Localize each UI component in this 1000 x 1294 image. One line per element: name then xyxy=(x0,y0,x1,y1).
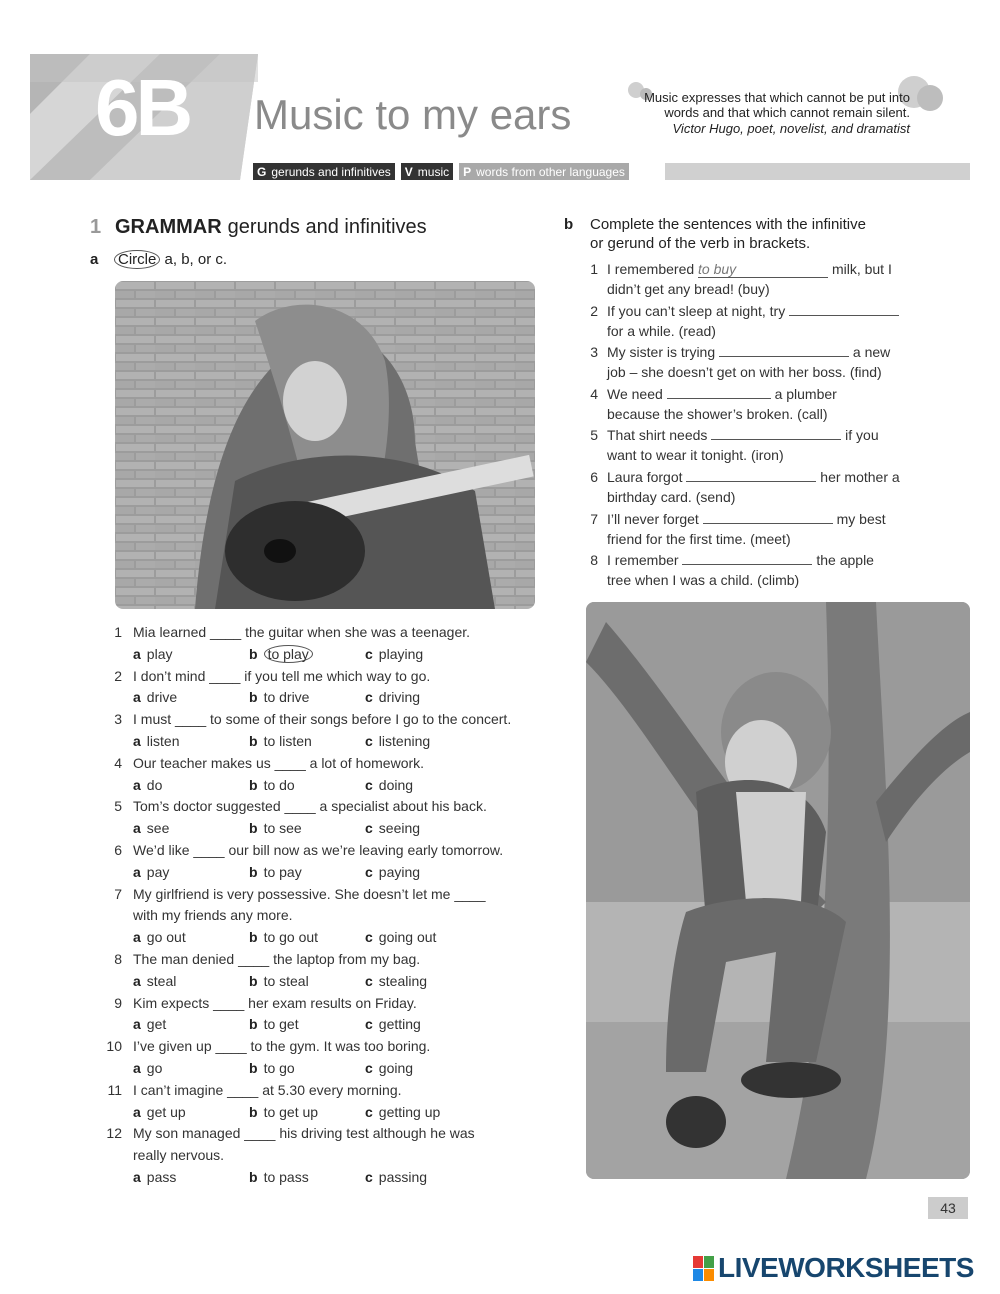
part-b-letter: b xyxy=(564,216,574,233)
answer-blank[interactable] xyxy=(667,386,771,399)
option-letter: b xyxy=(249,863,258,880)
option-a[interactable] xyxy=(133,777,162,793)
option-b[interactable] xyxy=(249,733,312,749)
option-c[interactable] xyxy=(365,864,420,880)
option-text: listening xyxy=(378,733,431,749)
sentence-line-1 xyxy=(607,469,900,485)
sentence-line-1 xyxy=(607,344,890,360)
quote-text-line-1: Music expresses that which cannot be put into xyxy=(644,90,910,105)
question-text: I’ve given up ____ to the gym. It was too boring. xyxy=(133,1038,431,1055)
question-text: My girlfriend is very possessive. She doesn’t let me ____ xyxy=(133,885,486,902)
option-letter: c xyxy=(365,1103,373,1120)
example-answer: to buy xyxy=(698,261,737,277)
option-text: play xyxy=(146,645,173,662)
option-b[interactable] xyxy=(249,864,302,880)
quote-author: Victor Hugo, poet, novelist, and dramatist xyxy=(672,121,910,136)
option-letter: b xyxy=(249,776,258,793)
option-text: do xyxy=(146,776,163,793)
option-c[interactable] xyxy=(365,973,427,989)
sentence-line-2: because the shower’s broken. (call) xyxy=(607,405,828,422)
option-a[interactable] xyxy=(133,689,177,705)
option-c[interactable] xyxy=(365,820,420,836)
sentence-start: I remember xyxy=(607,552,679,569)
sentence-start: We need xyxy=(607,385,663,402)
sentence-end: a plumber xyxy=(774,385,837,402)
sentence-end: the apple xyxy=(816,552,874,569)
sentence-line-1 xyxy=(607,511,886,527)
answer-blank[interactable] xyxy=(703,511,833,524)
lesson-title: Music to my ears xyxy=(254,91,572,138)
option-text: to get xyxy=(263,1016,299,1033)
question-number: 2 xyxy=(114,667,122,684)
option-a[interactable] xyxy=(133,1060,162,1076)
option-letter: c xyxy=(365,929,373,946)
option-text: get up xyxy=(146,1103,186,1120)
option-letter: b xyxy=(249,1169,258,1185)
question-number: 7 xyxy=(114,885,122,902)
option-letter: a xyxy=(133,733,141,749)
sentence-number: 1 xyxy=(590,261,598,277)
option-text: to drive xyxy=(263,689,310,706)
answer-blank[interactable] xyxy=(711,427,841,440)
option-letter: b xyxy=(249,1016,258,1033)
part-a-letter: a xyxy=(90,251,99,268)
option-b[interactable] xyxy=(249,1060,295,1076)
section-title: GRAMMAR gerunds and infinitives xyxy=(115,216,427,238)
quote-text-line-2: words and that which cannot remain silent. xyxy=(664,105,910,120)
option-a[interactable] xyxy=(133,820,169,836)
option-letter: b xyxy=(249,929,258,946)
sentence-end: her mother a xyxy=(820,469,900,485)
option-letter: b xyxy=(249,1060,258,1076)
option-letter: b xyxy=(249,689,258,706)
option-b[interactable] xyxy=(249,820,302,836)
tag-grammar: G gerunds and infinitives xyxy=(253,163,395,180)
option-text: see xyxy=(146,820,170,837)
sentence-line-2: want to wear it tonight. (iron) xyxy=(607,447,784,464)
option-c[interactable] xyxy=(365,1104,440,1120)
sentence-start: I remembered xyxy=(607,261,695,277)
part-a-instruction: Circle a, b, or c. xyxy=(114,251,227,268)
option-c[interactable] xyxy=(365,733,430,749)
question-text: The man denied ____ the laptop from my bag. xyxy=(133,951,421,967)
sentence-start: If you can’t sleep at night, try xyxy=(607,302,786,319)
question-text: I can’t imagine ____ at 5.30 every morning. xyxy=(133,1081,402,1098)
option-b[interactable] xyxy=(249,777,295,793)
question-number: 9 xyxy=(114,994,122,1011)
sentence-number: 3 xyxy=(590,344,598,361)
sentence-end: milk, but I xyxy=(831,261,892,277)
option-a[interactable] xyxy=(133,733,179,749)
sentence-line-2: friend for the first time. (meet) xyxy=(607,530,791,547)
option-letter: c xyxy=(365,1060,373,1076)
option-b[interactable] xyxy=(249,973,309,989)
question-number: 3 xyxy=(114,711,122,728)
option-c[interactable] xyxy=(365,929,436,945)
option-text: paying xyxy=(378,863,421,880)
option-text: pass xyxy=(146,1169,177,1185)
sentence-line-1 xyxy=(607,552,874,568)
question-text: I must ____ to some of their songs before I go to the concert. xyxy=(133,711,512,728)
topic-tags xyxy=(253,163,629,180)
option-text: going xyxy=(378,1060,414,1076)
sentence-line-2: birthday card. (send) xyxy=(607,489,736,505)
answer-blank[interactable] xyxy=(682,552,812,565)
option-text: to go xyxy=(263,1060,295,1076)
option-letter: c xyxy=(365,1169,373,1185)
option-b[interactable] xyxy=(249,1016,299,1032)
sentence-start: My sister is trying xyxy=(607,344,716,361)
option-a[interactable] xyxy=(133,1016,166,1032)
part-b-instruction-line-2: or gerund of the verb in brackets. xyxy=(590,235,811,252)
sentence-number: 2 xyxy=(590,302,598,319)
option-text: to play xyxy=(264,645,313,663)
question-text: My son managed ____ his driving test although he was xyxy=(133,1125,475,1142)
option-letter: c xyxy=(365,972,373,989)
sentence-number: 8 xyxy=(590,552,598,569)
option-text: get xyxy=(146,1016,167,1033)
page-number: 43 xyxy=(928,1197,968,1219)
option-letter: b xyxy=(249,1103,258,1120)
option-letter: a xyxy=(133,972,141,989)
sentence-line-2: for a while. (read) xyxy=(607,322,716,339)
option-b[interactable] xyxy=(249,929,318,945)
question-text: We’d like ____ our bill now as we’re leaving early tomorrow. xyxy=(133,842,504,858)
tag-bar-fill xyxy=(665,163,970,180)
option-text: driving xyxy=(378,689,421,706)
option-b[interactable] xyxy=(249,689,309,705)
option-text: to listen xyxy=(263,733,312,749)
question-number: 8 xyxy=(114,951,122,967)
sentence-line-1 xyxy=(607,261,892,278)
option-letter: a xyxy=(133,863,141,880)
option-a[interactable] xyxy=(133,1104,186,1120)
option-letter: a xyxy=(133,776,141,793)
option-text: getting up xyxy=(378,1103,441,1120)
option-a[interactable] xyxy=(133,973,176,989)
answer-blank[interactable] xyxy=(698,261,828,278)
sentence-end: a new xyxy=(852,344,891,361)
sentence-end: my best xyxy=(836,510,886,527)
option-letter: a xyxy=(133,1016,141,1033)
option-letter: a xyxy=(133,820,141,837)
option-a[interactable] xyxy=(133,1169,176,1185)
option-text: to pay xyxy=(263,863,302,880)
question-text: Our teacher makes us ____ a lot of homework. xyxy=(133,754,425,771)
liveworksheets-logo-icon xyxy=(693,1256,715,1282)
sentence-start: I’ll never forget xyxy=(607,510,699,527)
sentence-start: Laura forgot xyxy=(607,469,683,485)
section-number: 1 xyxy=(90,216,102,238)
option-letter: a xyxy=(133,645,141,662)
option-letter: a xyxy=(133,689,141,706)
option-text: pay xyxy=(146,863,170,880)
question-number: 6 xyxy=(114,842,122,858)
option-c[interactable] xyxy=(365,689,420,705)
option-text: getting xyxy=(378,1016,421,1033)
option-letter: c xyxy=(365,733,373,749)
option-c[interactable] xyxy=(365,1016,421,1032)
girl-playing-guitar-photo xyxy=(115,281,535,609)
boy-climbing-tree-photo xyxy=(586,602,970,1179)
option-letter: c xyxy=(365,776,373,793)
liveworksheets-brand: LIVEWORKSHEETS xyxy=(718,1252,974,1283)
option-letter: c xyxy=(365,820,373,837)
option-text: playing xyxy=(378,645,424,662)
option-letter: a xyxy=(133,1169,141,1185)
sentence-number: 7 xyxy=(590,510,598,527)
part-b-instruction-line-1: Complete the sentences with the infinitive xyxy=(590,216,866,233)
option-letter: b xyxy=(249,820,258,837)
option-text: steal xyxy=(146,972,177,989)
option-letter: b xyxy=(249,645,258,662)
option-text: doing xyxy=(378,776,414,793)
option-letter: b xyxy=(249,972,258,989)
option-text: to go out xyxy=(263,929,319,946)
tag-pronunciation: P words from other languages xyxy=(459,163,629,180)
sentence-line-2: didn’t get any bread! (buy) xyxy=(607,281,770,297)
option-text: to steal xyxy=(263,972,309,989)
sentence-number: 5 xyxy=(590,427,598,444)
option-text: to pass xyxy=(263,1169,309,1185)
sentence-line-1 xyxy=(607,303,899,319)
option-text: go out xyxy=(146,929,186,946)
option-c[interactable] xyxy=(365,777,413,793)
answer-blank[interactable] xyxy=(686,469,816,482)
question-number: 11 xyxy=(107,1081,122,1098)
question-text: Tom’s doctor suggested ____ a specialist about his back. xyxy=(133,798,487,815)
sentence-line-2: tree when I was a child. (climb) xyxy=(607,572,800,589)
option-b[interactable] xyxy=(249,1104,318,1120)
question-number: 5 xyxy=(114,798,122,815)
tag-vocabulary: V music xyxy=(401,163,453,180)
option-text: seeing xyxy=(378,820,421,837)
sentence-line-2: job – she doesn’t get on with her boss. (find) xyxy=(607,364,882,381)
option-text: listen xyxy=(146,733,180,749)
option-c[interactable] xyxy=(365,1060,413,1076)
question-text: Kim expects ____ her exam results on Friday. xyxy=(133,994,417,1011)
option-letter: c xyxy=(365,689,373,706)
option-letter: a xyxy=(133,929,141,946)
sentence-line-1 xyxy=(607,427,879,443)
sentence-start: That shirt needs xyxy=(607,427,708,444)
option-text: passing xyxy=(378,1169,428,1185)
question-text: really nervous. xyxy=(133,1147,225,1164)
option-letter: a xyxy=(133,1103,141,1120)
option-letter: c xyxy=(365,645,373,662)
question-text: Mia learned ____ the guitar when she was a teenager. xyxy=(133,624,471,640)
question-number: 4 xyxy=(114,754,122,771)
question-text: with my friends any more. xyxy=(133,907,293,924)
question-number: 10 xyxy=(106,1038,122,1055)
unit-number: 6B xyxy=(95,63,190,152)
option-letter: c xyxy=(365,863,373,880)
option-text: to see xyxy=(263,820,302,837)
option-letter: a xyxy=(133,1060,141,1076)
option-letter: c xyxy=(365,1016,373,1033)
answer-blank[interactable] xyxy=(789,303,899,316)
sentence-number: 4 xyxy=(590,385,598,402)
option-a[interactable] xyxy=(133,646,172,662)
sentence-number: 6 xyxy=(590,469,598,485)
option-c[interactable] xyxy=(365,1169,427,1185)
option-text: go xyxy=(146,1060,163,1076)
option-b[interactable] xyxy=(249,646,313,662)
option-text: going out xyxy=(378,929,437,946)
option-a[interactable] xyxy=(133,864,169,880)
option-text: drive xyxy=(146,689,178,706)
option-text: to get up xyxy=(263,1103,319,1120)
sentence-end: if you xyxy=(845,427,879,444)
option-text: stealing xyxy=(378,972,428,989)
option-text: to do xyxy=(263,776,295,793)
question-number: 12 xyxy=(106,1125,122,1142)
option-c[interactable] xyxy=(365,646,423,662)
question-text: I don’t mind ____ if you tell me which way to go. xyxy=(133,667,431,684)
option-a[interactable] xyxy=(133,929,186,945)
question-number: 1 xyxy=(114,624,122,640)
option-b[interactable] xyxy=(249,1169,309,1185)
answer-blank[interactable] xyxy=(719,344,849,357)
sentence-line-1 xyxy=(607,386,837,402)
option-letter: b xyxy=(249,733,258,749)
